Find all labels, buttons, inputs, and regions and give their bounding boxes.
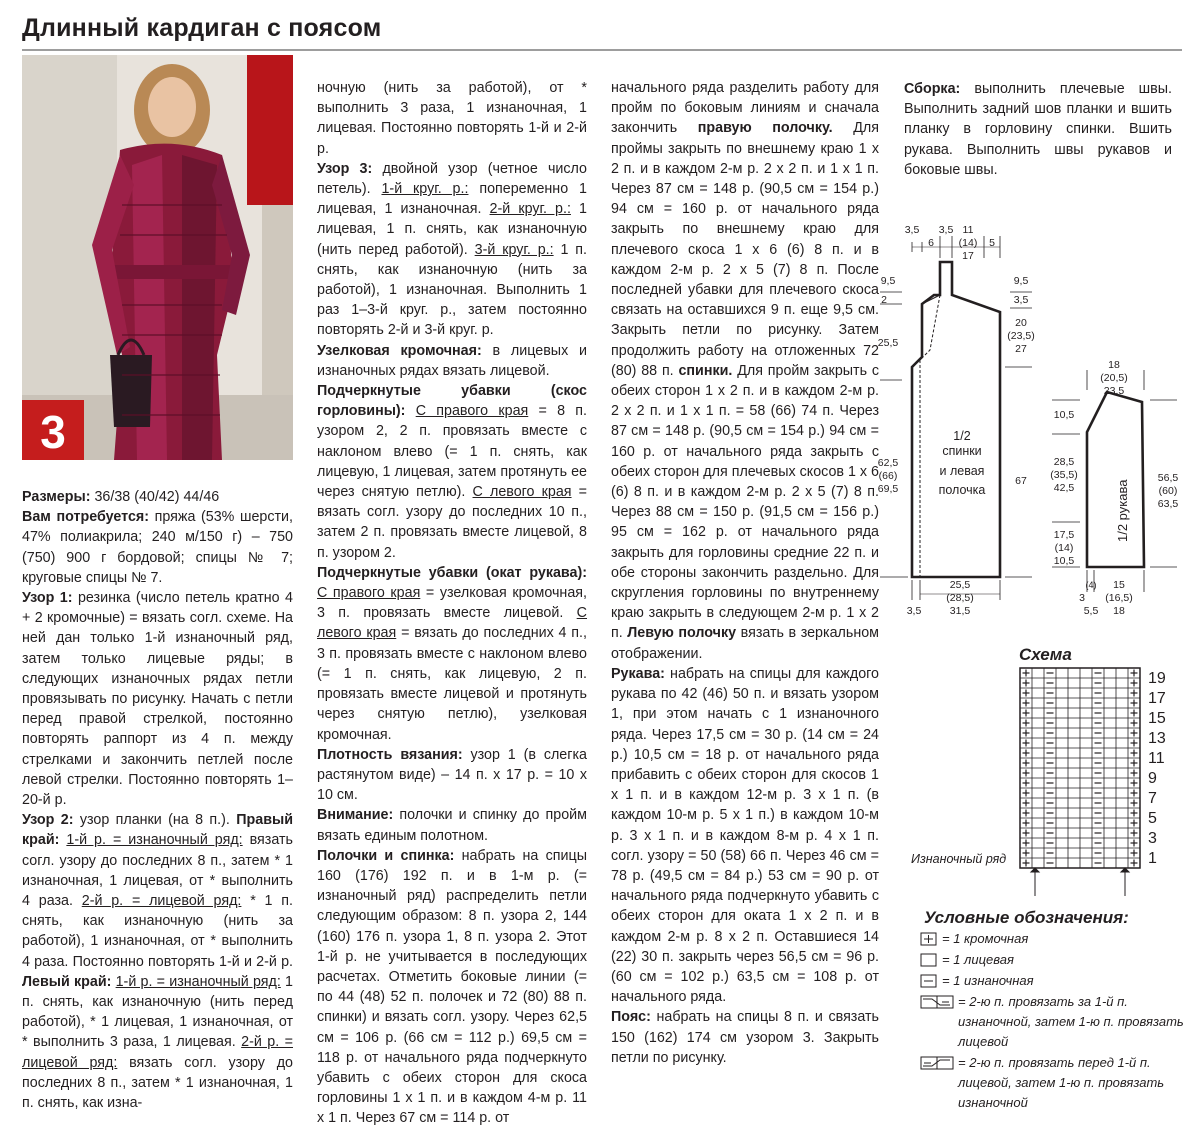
dim-sleeve-60: (60) [1158, 485, 1178, 497]
bold-term: Левую полочку [627, 625, 737, 642]
dim-top-5: 5 [989, 237, 995, 249]
text-run: = узелковая кромочная, 3 п. провязать вместе лицевой. [317, 585, 587, 622]
dim-sleeve-23-5: 23,5 [1103, 385, 1125, 397]
text-run: Для проймы закрыть по внешнему краю 1 х 2 п. и в каждом 2-м р. 2 х 2 п. и 1 х 1 п. Через 87 см = 148 р. (90,5 см = 154 р.) 94 см = 160 р. от начального ряда закрыть по внешнему краю для плечевого скоса 1 х 6 (6) 8 п. и в каждом 2-м р. 2 х 5 (7) 8 п. После последней убавки для плечевого скоса связать на оставшихся 9 п. еще 9,5 см. Закрыть петли по рисунку. Затем продолжить работу на отложенных 72 (80) 88 п. [611, 120, 879, 379]
left-edge-label: Левый край: [22, 973, 112, 990]
column-4 [904, 79, 1172, 180]
pattern-3-paragraph [317, 159, 587, 341]
row-label: С правого края [415, 403, 529, 420]
dim-top-17: 17 [962, 250, 974, 262]
pattern-1-label: Узор 1: [22, 590, 73, 607]
dim-sleeve-35-5: (35,5) [1050, 469, 1078, 481]
dim-right-23-5: (23,5) [1007, 330, 1035, 342]
row-label: С левого края [317, 605, 587, 642]
legend-item-left-cross [920, 1053, 1185, 1113]
dim-bottom-31-5: 31,5 [949, 605, 971, 617]
chart-row-number: 7 [1148, 790, 1157, 807]
pattern-3-label: Узор 3: [317, 160, 373, 177]
sleeve-cap-decrease-paragraph [317, 563, 587, 745]
pattern-2-paragraph [22, 810, 293, 1113]
model-photo [22, 55, 293, 460]
text-run: вязать согл. узору до последних 8 п., затем * 1 изнаночная, 1 лицевая, от * выполнить 4 раза. [22, 832, 293, 910]
sizes-label: Размеры: [22, 489, 91, 505]
dim-left-25-5: 25,5 [877, 337, 899, 349]
chart-row-number: 15 [1148, 710, 1166, 727]
dim-sleeve-17-5: 17,5 [1053, 529, 1075, 541]
right-edge-label: Правый край: [22, 812, 293, 849]
dim-sleeve-18b: 18 [1113, 605, 1125, 617]
text-run: 1 лицевая, 1 п. снять, как изнаночную (нить перед работой). [317, 201, 587, 258]
dim-top-3-5b: 3,5 [938, 224, 954, 236]
dim-left-69-5: 69,5 [877, 483, 899, 495]
title-divider [22, 49, 1182, 51]
row-label: 1-й р. = изнаночный ряд: [115, 973, 281, 990]
legend-item-purl [920, 971, 1185, 991]
row-label: 3-й круг. р.: [474, 241, 554, 258]
dim-sleeve-20-5: (20,5) [1100, 372, 1128, 384]
text-run: 1 п. снять, как изнаночную (нить перед работой), * 1 лицевая, 1 изнаночная, от * выполнить 3 раза, 1 лицевая. [22, 973, 293, 1051]
text-run: полочки и спинку до пройм вязать единым полотном. [317, 807, 587, 844]
chart-row-number: 17 [1148, 690, 1166, 707]
legend-item-knit [920, 950, 1185, 970]
dim-sleeve-4: (4) [1085, 580, 1097, 590]
fronts-back-continued [611, 78, 879, 664]
text-run: узор 1 (в слегка растянутом виде) – 14 п. х 17 р. = 10 х 10 см. [317, 746, 587, 804]
bold-term: спинки. [678, 362, 733, 379]
knit-symbol-icon [920, 953, 938, 967]
dim-right-9-5: 9,5 [1013, 275, 1029, 287]
dim-bottom-3-5: 3,5 [906, 605, 922, 617]
neck-decrease-label: Подчеркнутые убавки (скос горловины): [317, 383, 587, 420]
sleeve-label: 1/2 рукава [1115, 479, 1130, 542]
text-run: = 8 п. узором 2, 2 п. провязать вместе с наклоном влево (= 1 п. снять, как лицевую, 1 лицевая, затем протянуть ее через снятую петлю). [317, 403, 587, 501]
column-3 [611, 78, 879, 1068]
dim-sleeve-5-5: 5,5 [1083, 605, 1099, 617]
chart-row-number: 3 [1148, 830, 1157, 847]
sizes-paragraph [22, 487, 293, 507]
neck-decrease-paragraph [317, 381, 587, 563]
pattern-2-label: Узор 2: [22, 812, 74, 829]
text-run: = вязать согл. узору до последних 10 п., затем 2 п. провязать вместе лицевой, 8 п. узором 2. [317, 484, 588, 561]
fronts-back-paragraph [317, 846, 587, 1129]
materials-label: Вам потребуется: [22, 509, 149, 526]
purl-row-label: Изнаночный ряд [911, 852, 1007, 866]
dim-top-14: (14) [958, 237, 978, 249]
legend-item-right-cross [920, 992, 1185, 1052]
legend-title: Условные обозначения: [924, 908, 1129, 927]
dim-sleeve-10-5b: 10,5 [1053, 555, 1075, 567]
left-cross-symbol-icon [920, 1056, 954, 1070]
dim-right-3-5: 3,5 [1013, 294, 1029, 306]
text-run: * 1 п. снять, как изнаночную (нить за работой), 1 изнаночная, от * выполнить 4 раза. Постоянно повторять 1-й и 2-й р. [22, 893, 293, 970]
assembly-label: Сборка: [904, 81, 961, 97]
attention-paragraph [317, 805, 587, 845]
bold-term: правую полочку. [697, 120, 833, 137]
belt-paragraph [611, 1007, 879, 1068]
dim-sleeve-10-5: 10,5 [1053, 409, 1075, 421]
text-run: набрать на спицы для каждого рукава по 42 (46) 50 п. и вязать узором 1, при этом начать с 1 изнаночного ряда. Через 17,5 см = 30 р. (14 см = 24 р.) 10,5 см = 18 р. от начального ряда прибавить с обеих сторон для скосов 1 х 1 п. и в каждом 12-м р. 3 х 1 п. (в каждом 10-м р. 5 х 1 п.) в каждом 10-м р. 3 х 1 п. и в каждом 8-м р. 4 х 1 п. согл. узору = 50 (58) 66 п. Через 46 см = 78 р. (49,5 см = 84 р.) 53 см = 90 р. от начального ряда подчеркнуто убавить с обеих сторон для оката 1 х 2 п. и в каждом 2-м р. 8 х 2 п. Оставшиеся 14 (22) 30 п. закрыть через 56,5 см = 96 р. (60 см = 102 р.) 63,5 см = 108 р. от начального ряда. [611, 665, 879, 1006]
text-run: выполнить плечевые швы. Выполнить задний шов планки и вшить планку в горловину спинки. Вшить рукава. Выполнить швы рукавов и боковые швы. [904, 81, 1172, 178]
edge-stitch-label: Узелковая кромочная: [317, 342, 482, 359]
garment-diagram [872, 222, 1182, 622]
materials-text: пряжа (53% шерсти, 47% полиакрила; 240 м/150 г) – 750 (750) 900 г бордовой; спицы № 7; круговые спицы № 7. [22, 509, 293, 586]
attention-label: Внимание: [317, 807, 394, 824]
dim-left-62-5: 62,5 [877, 457, 899, 469]
page-title: Длинный кардиган с поясом [22, 14, 382, 42]
chart-row-number: 1 [1148, 850, 1157, 867]
dim-sleeve-63-5: 63,5 [1157, 498, 1179, 510]
dim-top-11: 11 [962, 224, 974, 236]
row-label: С левого края [472, 484, 572, 501]
legend-text: = 1 лицевая [942, 952, 1014, 967]
legend [920, 908, 1185, 1113]
dim-right-20: 20 [1015, 317, 1027, 329]
dim-right-27: 27 [1015, 343, 1027, 355]
gauge-paragraph [317, 745, 587, 806]
dim-bottom-25-5: 25,5 [949, 579, 971, 591]
pattern-1-paragraph [22, 588, 293, 810]
legend-item-edge-stitch [920, 929, 1185, 949]
sizes-text: 36/38 (40/42) 44/46 [90, 489, 220, 505]
row-label: 2-й круг. р.: [489, 201, 571, 218]
chart-row-number: 5 [1148, 810, 1157, 827]
dim-bottom-28-5: (28,5) [946, 592, 974, 604]
column-2 [317, 78, 587, 1129]
purl-symbol-icon [920, 974, 938, 988]
row-label: С правого края [317, 585, 421, 602]
chart-row-number: 13 [1148, 730, 1166, 747]
chart-title: Схема [1019, 645, 1072, 664]
dim-sleeve-28-5: 28,5 [1053, 456, 1075, 468]
sleeve-cap-decrease-label: Подчеркнутые убавки (окат рукава): [317, 564, 587, 581]
text-run: в лицевых и изнаночных рядах вязать лицевой. [317, 342, 588, 379]
text-run: попеременно 1 лицевая, 1 изнаночная. [317, 181, 587, 218]
legend-text: = 1 изнаночная [942, 973, 1034, 988]
text-run: 1 п. снять, как изнаночную (нить за работой), 1 изнаночная. Выполнить 1 раз 1–3-й круг. р., затем постоянно повторять 2-й и 3-й круг. р. [317, 241, 587, 339]
text-run: набрать на спицы 160 (176) 192 п. и в 1-м р. (= изнаночный ряд) распределить петли следующим образом: 8 п. узора 2, 144 (160) 176 п. узора 1, 8 п. узора 2. Этот 1-й р. не учитывается в последующих расчетах. Отметить боковые линии (= по 44 (48) 52 п. полочек и 72 (80) 88 п. спинки) и вязать согл. узору. Через 62,5 см = 106 р. (66 см = 112 р.) 69,5 см = 118 р. от начального ряда подчеркнуто убавить с обеих сторон для скоса горловины 1 х 1 п. и в каждом 4-м р. 11 х 1 п. Через 67 см = 114 р. от [317, 847, 587, 1127]
column-1 [22, 487, 293, 1113]
dim-sleeve-3: 3 [1079, 592, 1085, 604]
photo-badge-number: 3 [40, 406, 66, 458]
pattern-2-continued: ночную (нить за работой), от * выполнить 3 раза, 1 изнаночная, 1 лицевая. Постоянно повторять 1-й и 2-й р. [317, 80, 587, 157]
dim-sleeve-56-5: 56,5 [1157, 472, 1179, 484]
chart-row-number: 9 [1148, 770, 1157, 787]
stitch-chart [905, 640, 1185, 920]
dim-left-2: 2 [881, 294, 887, 306]
assembly-paragraph [904, 79, 1172, 180]
dim-right-67: 67 [1015, 475, 1027, 487]
gauge-label: Плотность вязания: [317, 746, 463, 763]
chart-row-number: 19 [1148, 670, 1166, 687]
chart-row-number: 11 [1148, 750, 1165, 767]
text-run: начального ряда разделить работу для пройм по боковым линиям и сначала закончить [611, 80, 879, 137]
legend-text: = 1 кромочная [942, 931, 1029, 946]
belt-label: Пояс: [611, 1009, 651, 1026]
dim-sleeve-14: (14) [1054, 542, 1074, 554]
dim-top-3-5: 3,5 [904, 224, 920, 236]
legend-text: = 2-ю п. провязать перед 1-й п. лицевой, затем 1-ю п. провязать изнаночной [958, 1055, 1165, 1110]
text-run: вязать в зеркальном отображении. [611, 625, 879, 662]
dim-top-6: 6 [928, 237, 934, 249]
text-run: набрать на спицы 8 п. и связать 150 (162) 174 см узором 3. Закрыть петли по рисунку. [611, 1009, 879, 1066]
pattern-1-text: резинка (число петель кратно 4 + 2 кромочные) = вязать согл. схеме. На ней дан только 1-й изнаночный ряд, затем только лицевые ряды; в следующих изнаночных рядах петли провязывать по рисунку. Начать с петли перед правой стрелкой, постоянно повторять раппорт из 4 п. между стрелками и закончить петлей после левой стрелки. Постоянно повторять 1–20-й р. [22, 590, 293, 809]
dim-left-9-5: 9,5 [880, 275, 896, 287]
right-cross-symbol-icon [920, 995, 954, 1009]
body-label-line-3: и левая [939, 464, 985, 478]
row-label: 1-й р. = изнаночный ряд: [66, 832, 243, 849]
legend-text: = 2-ю п. провязать за 1-й п. изнаночной, затем 1-ю п. провязать лицевой [958, 994, 1184, 1049]
sleeves-label: Рукава: [611, 665, 665, 682]
body-label-line-2: спинки [942, 444, 982, 458]
row-label: 2-й р. = лицевой ряд: [81, 893, 242, 910]
dim-left-66: (66) [878, 470, 898, 482]
edge-stitch-symbol-icon [920, 932, 938, 946]
text-run: вязать согл. узору до последних 8 п., затем * 1 изнаночная, 1 п. снять, как изна- [22, 1054, 293, 1112]
text-run: двойной узор (четное число петель). [317, 160, 587, 198]
dim-sleeve-42-5: 42,5 [1053, 482, 1075, 494]
dim-sleeve-16-5: (16,5) [1105, 592, 1133, 604]
materials-paragraph [22, 507, 293, 588]
text-run: узор планки (на 8 п.). [73, 812, 237, 829]
row-label: 2-й р. = лицевой ряд: [22, 1034, 293, 1071]
dim-sleeve-15: 15 [1113, 579, 1125, 591]
fronts-back-label: Полочки и спинка: [317, 847, 455, 864]
text-run: = вязать до последних 4 п., 3 п. провязать вместе с наклоном влево (= 1 п. снять, как лицевую, 2 п. провязать вместе лицевой и протянуть через снятую петлю), узелковая кромочная. [317, 625, 587, 743]
text-run: Для пройм закрыть с обеих сторон 1 х 2 п. и в каждом 2-м р. 2 х 2 п. и 1 х 1 п. = 58 (66) 74 п. Через 87 см = 148 р. (90,5 см = 154 р.) 94 см = 160 р. от начального ряда закрыть с обеих сторон для плечевых скосов 1 х 6 (6) 8 п. и в каждом 2-м р. 2 х 5 (7) 8 п. Через 88 см = 150 р. (91,5 см = 156 р.) 95 см = 162 р. от начального ряда закрыть для горловины средние 22 п. и обе стороны закончить раздельно. Для скругления горловины по внутреннему краю закрыть в следующем 2-м р. 1 х 2 п. [611, 362, 879, 642]
body-label-line-1: 1/2 [953, 429, 971, 443]
edge-stitch-paragraph [317, 341, 587, 381]
sleeves-paragraph [611, 664, 879, 1007]
body-label-line-4: полочка [938, 483, 986, 497]
dim-sleeve-18: 18 [1108, 359, 1120, 371]
row-label: 1-й круг. р.: [381, 181, 469, 198]
